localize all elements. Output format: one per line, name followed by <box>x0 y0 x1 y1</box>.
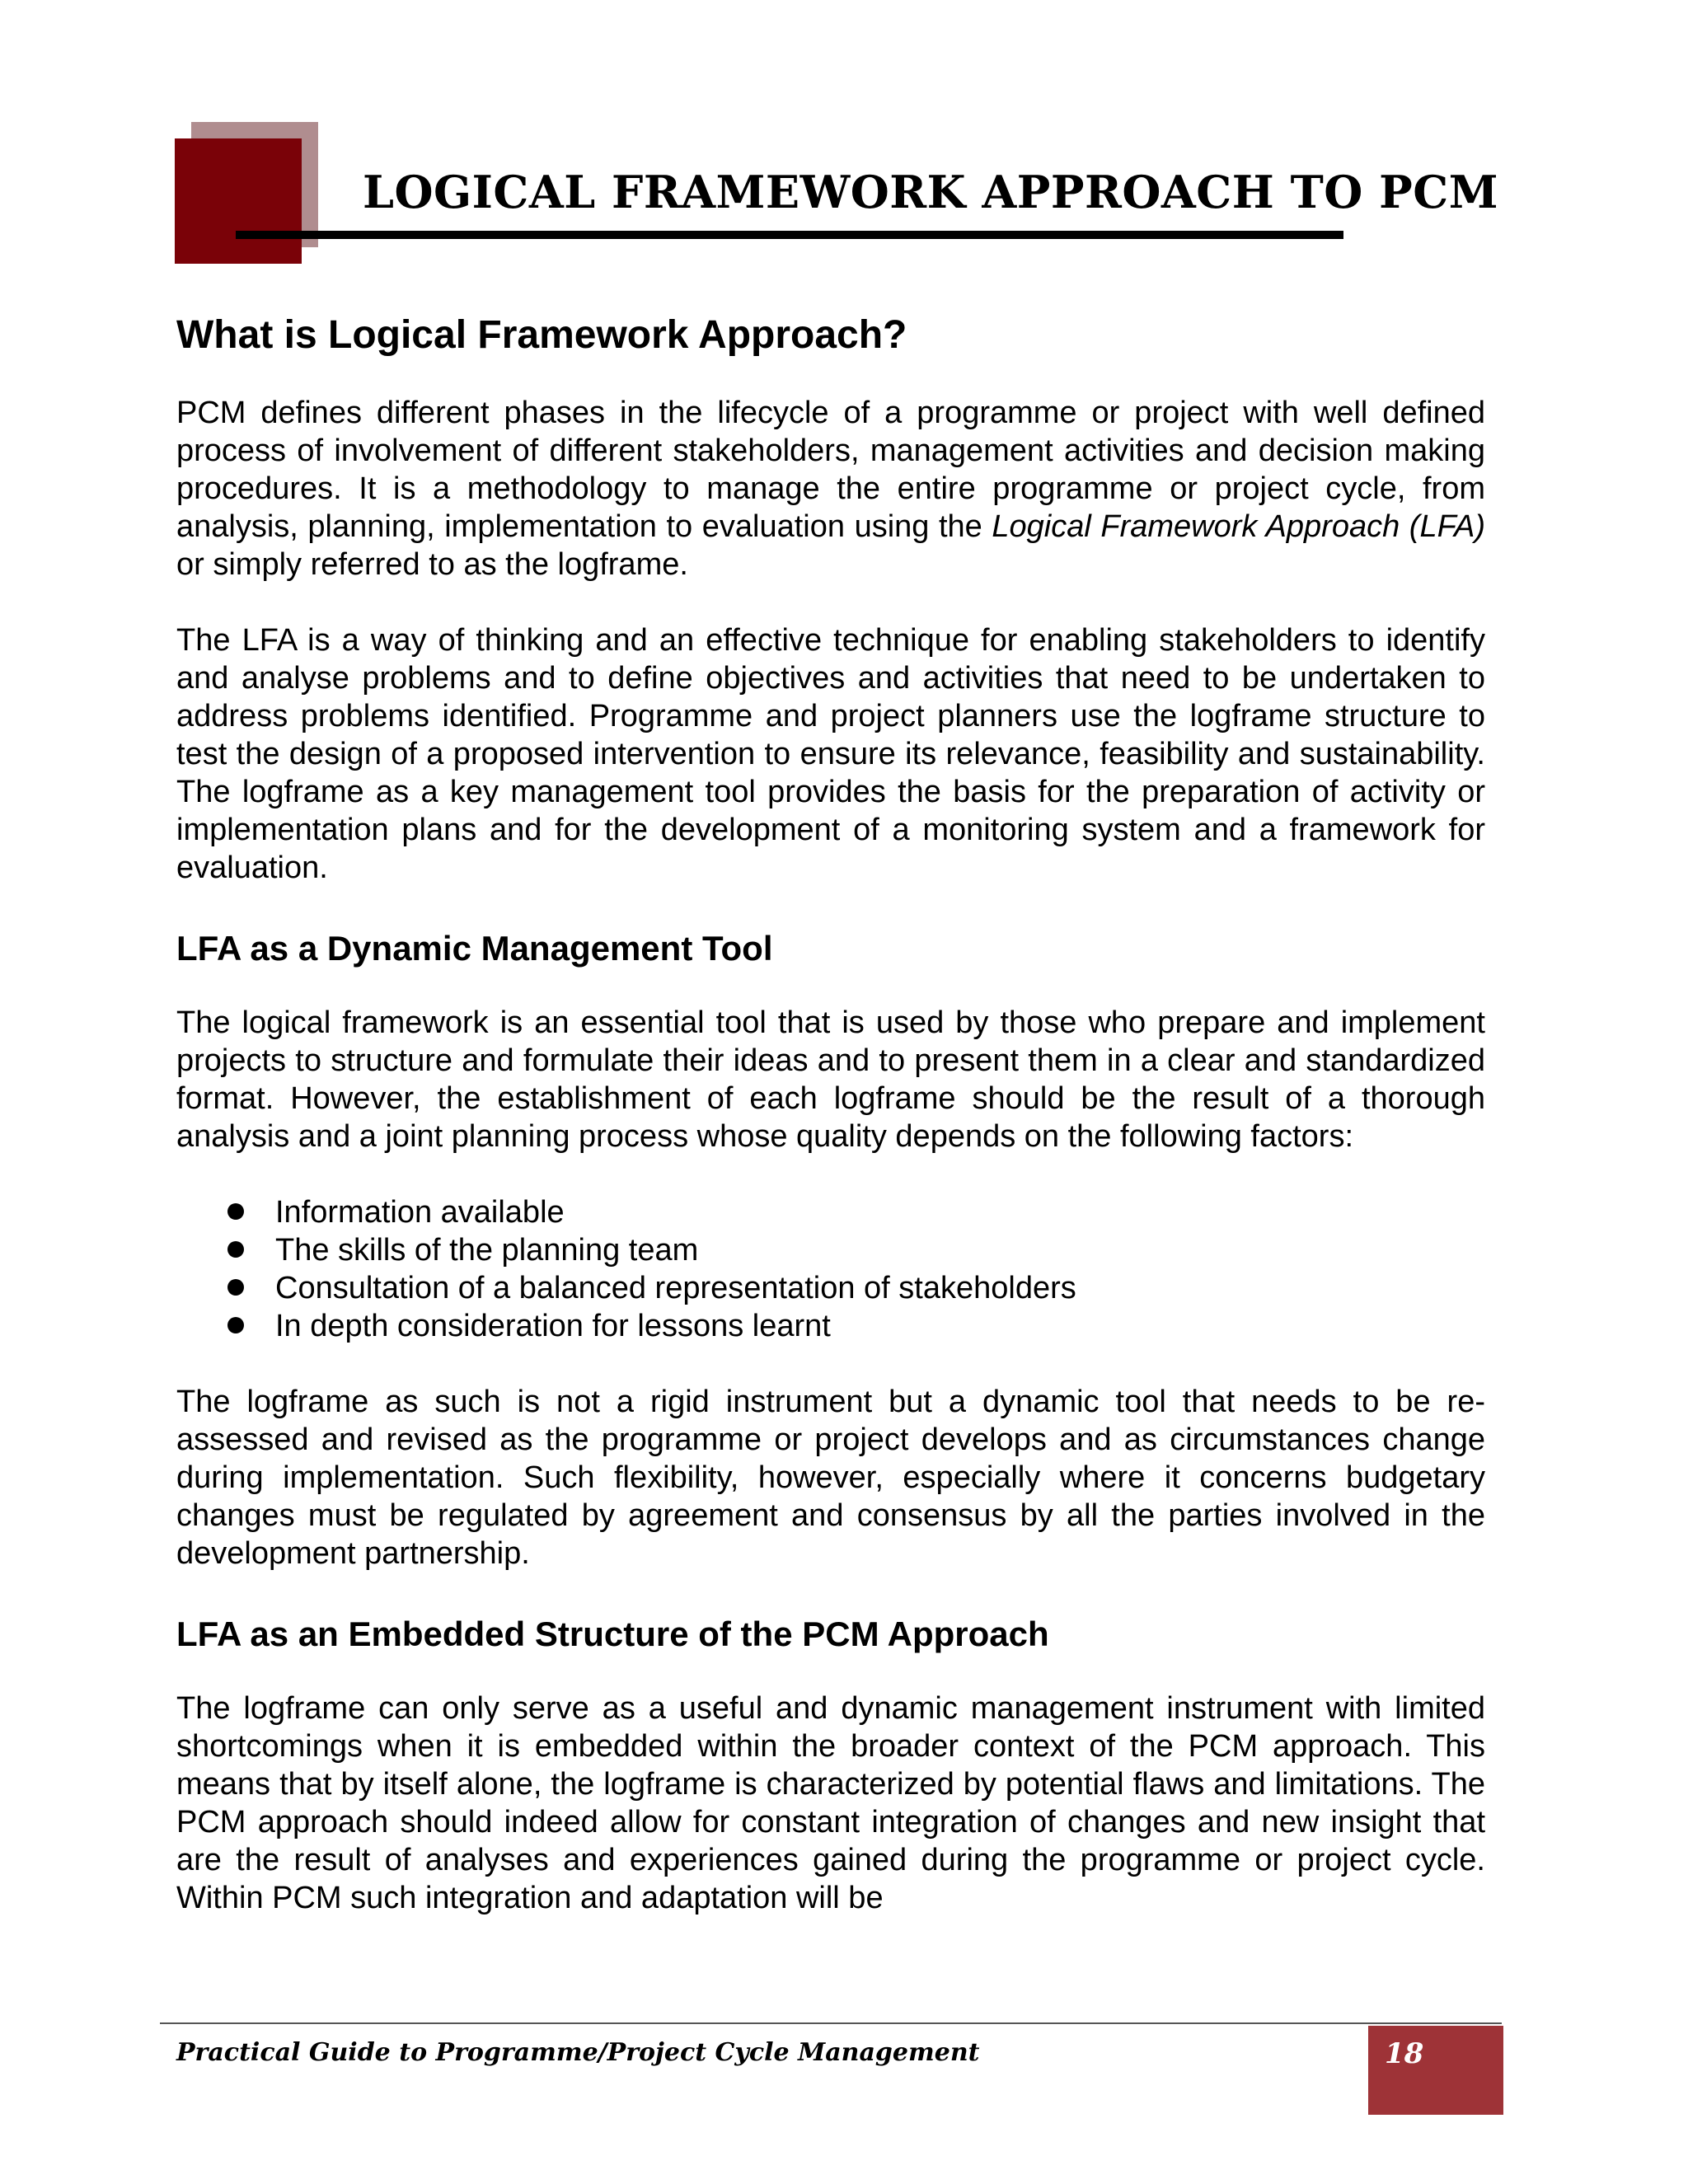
title-underline <box>236 231 1343 239</box>
paragraph-pcm-definition-part2: or simply referred to as the logframe. <box>176 546 688 582</box>
bullet-icon <box>227 1279 244 1296</box>
footer-guide-title: Practical Guide to Programme/Project Cycle Management <box>176 2038 980 2067</box>
page-number-box <box>1368 2026 1503 2115</box>
header-decoration-front-square <box>175 138 302 264</box>
paragraph-logframe-essential: The logical framework is an essential tool that is used by those who prepare and implement projects to structure and formulate their ideas and to present them in a clear and standardized format. However, the establishment of each logframe should be the result of a thorough analysis and a joint planning process whose quality depends on the following factors: <box>176 1005 1485 1154</box>
chapter-title: LOGICAL FRAMEWORK APPROACH TO PCM <box>363 166 1498 218</box>
bullet-icon <box>227 1317 244 1333</box>
list-item-text: The skills of the planning team <box>275 1232 699 1268</box>
footer-divider <box>160 2022 1502 2024</box>
list-item-text: In depth consideration for lessons learnt <box>275 1308 831 1343</box>
page-content <box>176 312 1485 1955</box>
paragraph-lfa-technique: The LFA is a way of thinking and an effective technique for enabling stakeholders to identify and analyse problems and to define objectives and activities that need to be undertaken to address problems identified. Programme and project planners use the logframe structure to test the design of a proposed intervention to ensure its relevance, feasibility and sustainability. The logframe as a key management tool provides the basis for the preparation of activity or implementation plans and for the development of a monitoring system and a framework for evaluation. <box>176 622 1485 885</box>
list-item-text: Consultation of a balanced representation of stakeholders <box>275 1270 1076 1305</box>
section-heading-dynamic-tool: LFA as a Dynamic Management Tool <box>176 928 773 968</box>
list-item-text: Information available <box>275 1194 565 1230</box>
bullet-icon <box>227 1241 244 1258</box>
list-item <box>227 1193 1485 1231</box>
paragraph-pcm-definition-italic: Logical Framework Approach (LFA) <box>992 509 1485 544</box>
paragraph-embedded-structure: The logframe can only serve as a useful and dynamic management instrument with limited shortcomings when it is embedded within the broader context of the PCM approach. This means that by itself alone, the logframe is characterized by potential flaws and limitations. The PCM approach should indeed allow for constant integration of changes and new insight that are the result of analyses and experiences gained during the programme or project cycle. Within PCM such integration and adaptation will be <box>176 1691 1485 1916</box>
list-item <box>227 1307 1485 1345</box>
paragraph-pcm-definition-part1: PCM defines different phases in the lifecycle of a programme or project with well defined process of involvement of different stakeholders, management activities and decision making procedures. It is a methodology to manage the entire programme or project cycle, from analysis, planning, implementation to evaluation using the <box>176 395 1485 544</box>
bullet-icon <box>227 1203 244 1220</box>
paragraph-pcm-definition <box>176 394 1485 583</box>
list-item <box>227 1231 1485 1269</box>
page-number: 18 <box>1385 2037 1424 2070</box>
factors-list <box>176 1193 1485 1345</box>
section-heading-what-is-lfa: What is Logical Framework Approach? <box>176 313 907 357</box>
list-item <box>227 1269 1485 1307</box>
section-heading-embedded-structure: LFA as an Embedded Structure of the PCM Approach <box>176 1614 1049 1653</box>
paragraph-logframe-flexibility: The logframe as such is not a rigid instrument but a dynamic tool that needs to be re-assessed and revised as the programme or project develops and as circumstances change during implementation. Such flexibility, however, especially where it concerns budgetary changes must be regulated by agreement and consensus by all the parties involved in the development partnership. <box>176 1384 1485 1571</box>
